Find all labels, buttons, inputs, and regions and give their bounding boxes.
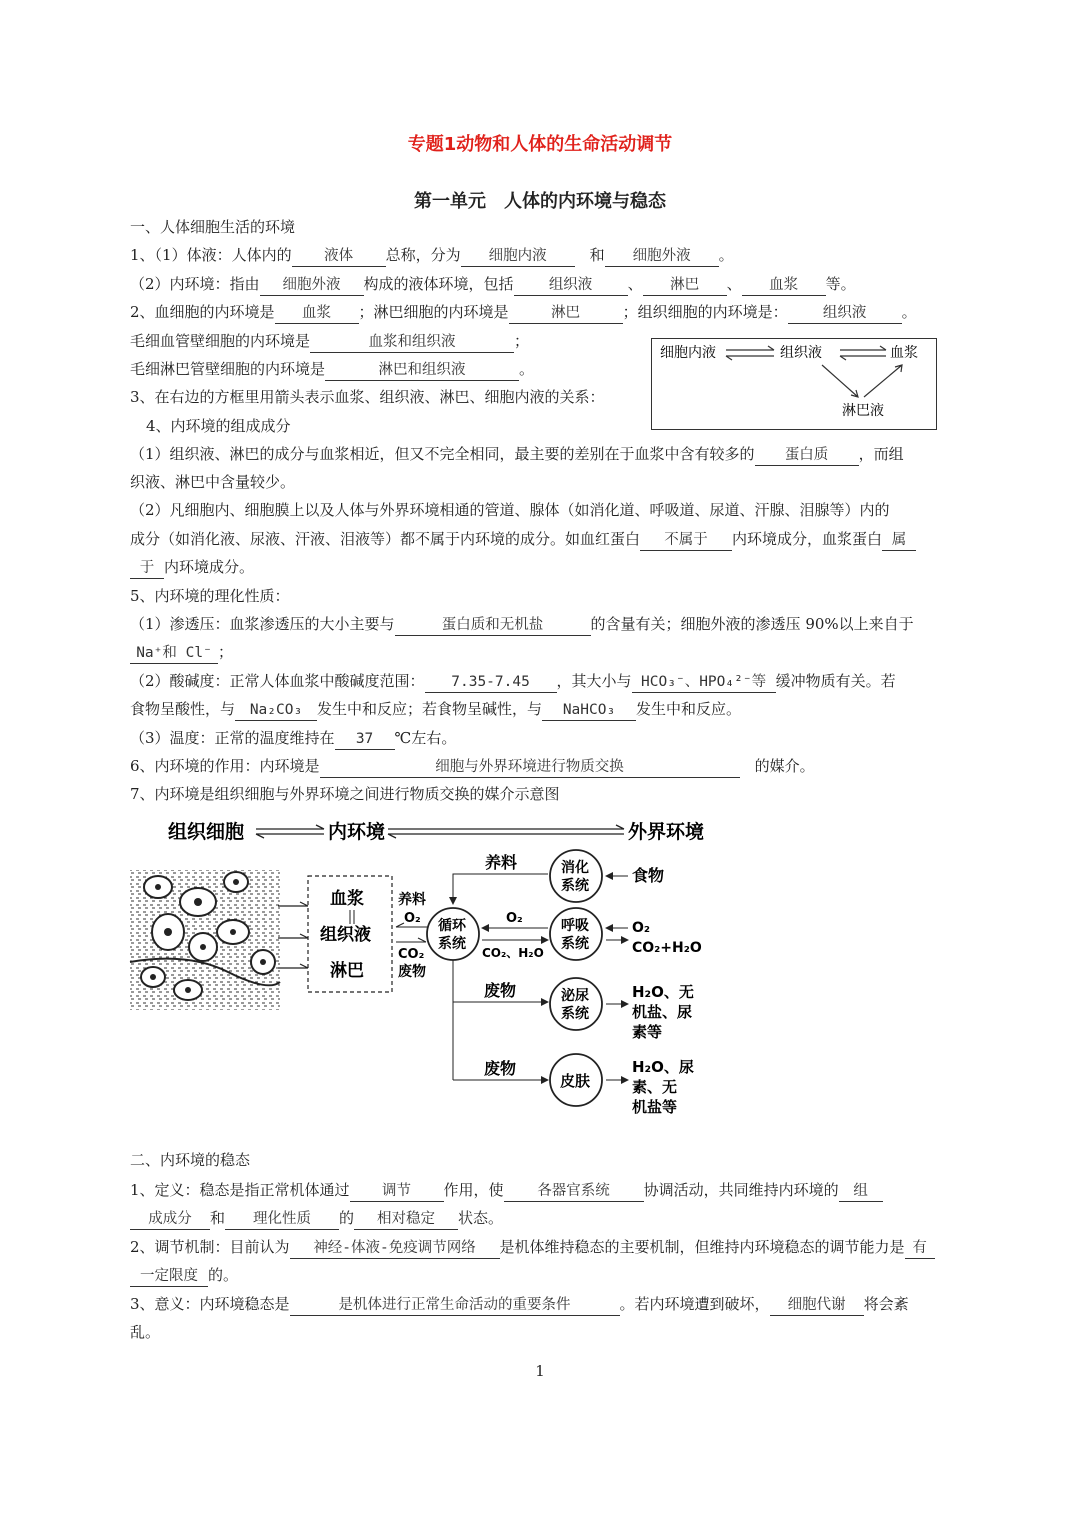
text-line: 食物呈酸性，与 Na₂CO₃ 发生中和反应；若食物呈碱性，与 NaHCO₃ 发生中和反应。 [130, 699, 741, 721]
answer-field: 液体 [292, 246, 386, 267]
svg-text:泌尿: 泌尿 [561, 988, 589, 1004]
answer-field: 相对稳定 [354, 1209, 458, 1230]
answer-field: Na₂CO₃ [235, 700, 317, 721]
node-lymph: 淋巴 [330, 961, 364, 981]
svg-text:O₂: O₂ [632, 920, 651, 936]
answer-field: 细胞外液 [605, 246, 719, 267]
text-line: （1）渗透压：血浆渗透压的大小主要与 蛋白质和无机盐 的含量有关；细胞外液的渗透压 90%以上来自于 [130, 614, 914, 636]
svg-text:素、无: 素、无 [632, 1078, 678, 1096]
text-line: 乱。 [130, 1323, 161, 1341]
answer-field: 有 [905, 1238, 935, 1259]
answer-field: 是机体进行正常生命活动的重要条件 [290, 1295, 620, 1316]
node-tissue-fluid: 组织液 [780, 345, 822, 361]
text-line: 6、内环境的作用：内环境是 细胞与外界环境进行物质交换 的媒介。 [130, 756, 815, 778]
answer-field: 血浆 [275, 303, 359, 324]
text-line: 7、内环境是组织细胞与外界环境之间进行物质交换的媒介示意图 [130, 785, 560, 803]
answer-field: 组织液 [788, 303, 902, 324]
answer-field: 调节 [350, 1181, 444, 1202]
answer-field: 淋巴 [643, 275, 727, 296]
section-heading: 一、人体细胞生活的环境 [130, 218, 296, 236]
text-line: 2、血细胞的内环境是 血浆 ；淋巴细胞的内环境是 淋巴 ；组织细胞的内环境是： 组织液 。 [130, 302, 917, 324]
node-plasma: 血浆 [330, 889, 364, 909]
tissue-cells-illustration [130, 870, 280, 1010]
text-line: 成分（如消化液、尿液、汗液、泪液等）都不属于内环境的成分。如血红蛋白 不属于 内环境成分，血浆蛋白 属 [130, 529, 916, 551]
answer-field: 组 [839, 1181, 883, 1202]
svg-text:废物: 废物 [484, 981, 517, 1000]
text-line: 1、定义：稳态是指正常机体通过 调节 作用，使 各器官系统 协调活动，共同维持内环境的 组 [130, 1180, 883, 1202]
answer-field: 神经-体液-免疫调节网络 [290, 1238, 500, 1259]
text-line: 3、在右边的方框里用箭头表示血浆、组织液、淋巴、细胞内液的关系： [130, 388, 605, 406]
answer-field: 细胞内液 [461, 246, 575, 267]
svg-text:养料: 养料 [485, 853, 518, 872]
text-line: （1）组织液、淋巴的成分与血浆相近，但又不完全相同，最主要的差别在于血浆中含有较多的 蛋白质 ，而组 [130, 444, 904, 466]
svg-text:H₂O、尿: H₂O、尿 [632, 1058, 694, 1076]
svg-text:废物: 废物 [484, 1059, 517, 1078]
svg-text:机盐等: 机盐等 [632, 1098, 678, 1116]
answer-field: 37 [335, 729, 395, 750]
text-line: 成成分 和 理化性质 的 相对稳定 状态。 [130, 1208, 503, 1230]
node-lymph: 淋巴液 [842, 403, 884, 419]
answer-field: 属 [882, 530, 916, 551]
svg-text:素等: 素等 [632, 1023, 663, 1041]
answer-field: 组织液 [514, 275, 628, 296]
answer-field: 7.35-7.45 [425, 672, 557, 693]
text-line: 1、（1）体液：人体内的 液体 总称，分为 细胞内液 和 细胞外液 。 [130, 245, 734, 267]
svg-text:系统: 系统 [438, 936, 466, 952]
answer-field: 细胞外液 [260, 275, 364, 296]
node-tissue-fluid: 组织液 [320, 925, 371, 945]
answer-field: 于 [130, 558, 164, 579]
unit-title: 第一单元 人体的内环境与稳态 [414, 191, 666, 212]
svg-text:消化: 消化 [561, 860, 589, 876]
svg-text:循环: 循环 [438, 918, 466, 934]
svg-text:CO₂+H₂O: CO₂+H₂O [632, 940, 702, 956]
svg-text:H₂O、无: H₂O、无 [632, 983, 694, 1001]
node-plasma: 血浆 [890, 345, 918, 361]
svg-text:养料: 养料 [398, 892, 426, 908]
label-internal-env: 内环境 [328, 821, 386, 843]
text-line: （2）凡细胞内、细胞膜上以及人体与外界环境相通的管道、腺体（如消化道、呼吸道、尿道、汗腺、泪腺等）内的 [130, 501, 890, 519]
answer-field: HCO₃⁻、HPO₄²⁻等 [632, 672, 776, 693]
answer-field: 理化性质 [225, 1209, 339, 1230]
answer-field: 淋巴 [509, 303, 623, 324]
svg-text:系统: 系统 [561, 936, 589, 952]
text-line: （3）温度：正常的温度维持在 37 ℃左右。 [130, 728, 456, 750]
answer-field: 蛋白质 [755, 445, 859, 466]
svg-text:食物: 食物 [632, 866, 665, 885]
text-line: （2）内环境：指由 细胞外液 构成的液体环境，包括 组织液 、 淋巴 、 血浆 等。 [130, 274, 856, 296]
svg-text:O₂: O₂ [506, 911, 523, 926]
answer-field: 血浆和组织液 [310, 332, 514, 353]
svg-text:O₂: O₂ [404, 911, 421, 926]
exchange-diagram [128, 812, 728, 1132]
answer-field: 成成分 [130, 1209, 210, 1230]
text-line: 3、意义：内环境稳态是 是机体进行正常生命活动的重要条件 。若内环境遭到破坏， 细胞代谢 将会紊 [130, 1294, 909, 1316]
label-external-env: 外界环境 [628, 821, 705, 843]
text-line: 4、内环境的组成成分 [146, 417, 291, 435]
svg-text:系统: 系统 [561, 878, 589, 894]
svg-text:系统: 系统 [561, 1006, 589, 1022]
text-line: Na⁺和 Cl⁻ ； [130, 642, 233, 664]
text-line: 5、内环境的理化性质： [130, 587, 290, 605]
answer-field: 血浆 [742, 275, 826, 296]
relationship-diagram [651, 338, 937, 430]
answer-field: 各器官系统 [504, 1181, 644, 1202]
text-line: 毛细血管壁细胞的内环境是 血浆和组织液 ； [130, 331, 529, 353]
answer-field: Na⁺和 Cl⁻ [130, 643, 218, 664]
svg-text:机盐、尿: 机盐、尿 [632, 1003, 693, 1021]
answer-field: 一定限度 [130, 1266, 208, 1287]
answer-field: 不属于 [640, 530, 732, 551]
svg-text:废物: 废物 [398, 964, 426, 980]
answer-field: 淋巴和组织液 [325, 360, 519, 381]
page-number: 1 [535, 1362, 545, 1380]
text-line: 2、调节机制：目前认为 神经-体液-免疫调节网络 是机体维持稳态的主要机制，但维持内环境稳态的调节能力是 有 [130, 1237, 935, 1259]
answer-field: NaHCO₃ [542, 700, 636, 721]
svg-text:呼吸: 呼吸 [561, 918, 589, 934]
section-heading: 二、内环境的稳态 [130, 1151, 251, 1169]
node-cell-fluid: 细胞内液 [660, 345, 716, 361]
document-title: 专题1动物和人体的生命活动调节 [407, 134, 673, 155]
answer-field: 细胞代谢 [770, 1295, 864, 1316]
svg-text:CO₂、H₂O: CO₂、H₂O [482, 946, 544, 960]
svg-text:皮肤: 皮肤 [560, 1072, 591, 1090]
text-line: （2）酸碱度：正常人体血浆中酸碱度范围： 7.35-7.45 ，其大小与 HCO₃⁻、HPO₄²⁻等 缓冲物质有关。若 [130, 671, 896, 693]
label-tissue-cell: 组织细胞 [168, 821, 245, 843]
text-line: 一定限度 的。 [130, 1265, 238, 1287]
svg-text:CO₂: CO₂ [398, 947, 425, 962]
text-line: 织液、淋巴中含量较少。 [130, 473, 296, 491]
answer-field: 蛋白质和无机盐 [395, 615, 591, 636]
text-line: 毛细淋巴管壁细胞的内环境是 淋巴和组织液 。 [130, 359, 534, 381]
answer-field: 细胞与外界环境进行物质交换 [320, 757, 740, 778]
text-line: 于 内环境成分。 [130, 557, 254, 579]
